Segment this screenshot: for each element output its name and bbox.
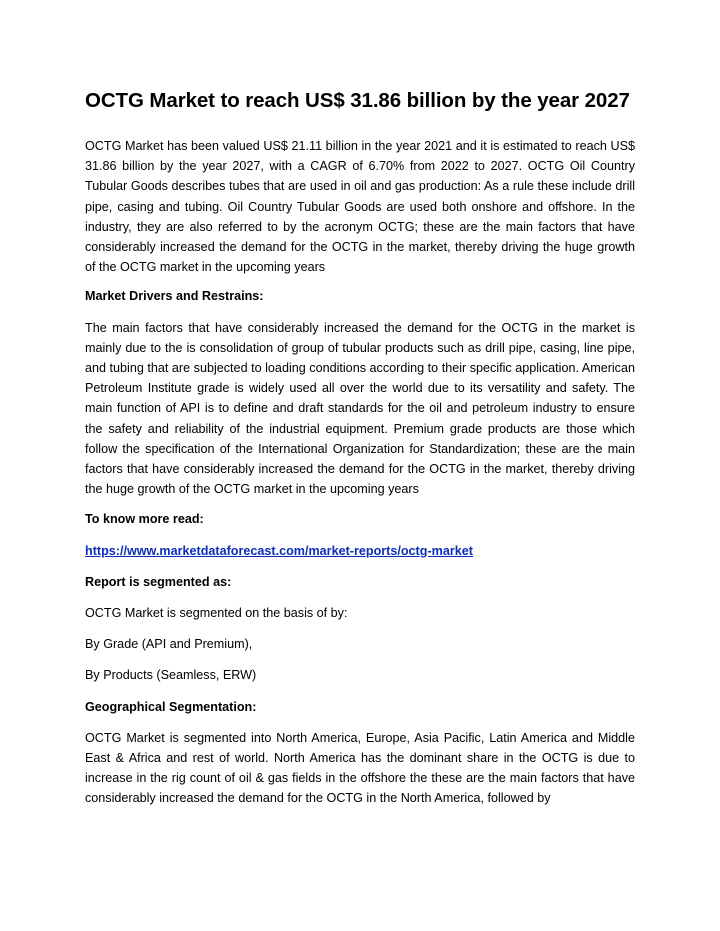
geo-heading: Geographical Segmentation: xyxy=(85,699,257,714)
document-body xyxy=(85,86,635,819)
intro-paragraph: OCTG Market has been valued US$ 21.11 billion in the year 2021 and it is estimated to reach US$ 31.86 billion by the year 2027, with a CAGR of 6.70% from 2022 to 2027. OCTG Oil Country Tubular Goods describes tubes that are used in oil and gas production: As a rule these include drill pipe, casing and tubing. Oil Country Tubular Goods are used both onshore and offshore. In the industry, they are also referred to by the acronym OCTG; these are the main factors that have considerably increased the demand for the OCTG in the market, thereby driving the huge growth of the OCTG market in the upcoming years xyxy=(85,139,635,275)
segment-grade: By Grade (API and Premium), xyxy=(85,637,253,652)
document-title: OCTG Market to reach US$ 31.86 billion by the year 2027 xyxy=(85,89,630,112)
drivers-paragraph: The main factors that have considerably increased the demand for the OCTG in the market is mainly due to the is consolidation of group of tubular products such as drill pipe, casing, line pipe, and tubing that are subjected to loading conditions according to their specific application. American Petroleum Institute grade is widely used all over the world due to its versatility and safety. The main function of API is to define and draft standards for the oil and petroleum industry to ensure the safety and reliability of the industrial equipment. Premium grade products are those which follow the specification of the International Organization for Standardization; these are the main factors that have considerably increased the demand for the OCTG in the market, thereby driving the huge growth of the OCTG market in the upcoming years xyxy=(85,320,635,497)
segmented-heading: Report is segmented as: xyxy=(85,574,232,589)
report-link[interactable]: https://www.marketdataforecast.com/market-reports/octg-market xyxy=(85,543,473,558)
read-more-paragraph xyxy=(85,541,635,561)
drivers-heading: Market Drivers and Restrains: xyxy=(85,289,264,304)
segment-products: By Products (Seamless, ERW) xyxy=(85,668,257,683)
geo-paragraph: OCTG Market is segmented into North America, Europe, Asia Pacific, Latin America and Middle East & Africa and rest of world. North America has the dominant share in the OCTG is due to increase in the rig count of oil & gas fields in the offshore the these are the main factors that have considerably increased the demand for the OCTG in the North America, followed by xyxy=(85,730,635,806)
read-more-heading: To know more read: xyxy=(85,512,204,527)
segmented-intro: OCTG Market is segmented on the basis of by: xyxy=(85,606,348,621)
